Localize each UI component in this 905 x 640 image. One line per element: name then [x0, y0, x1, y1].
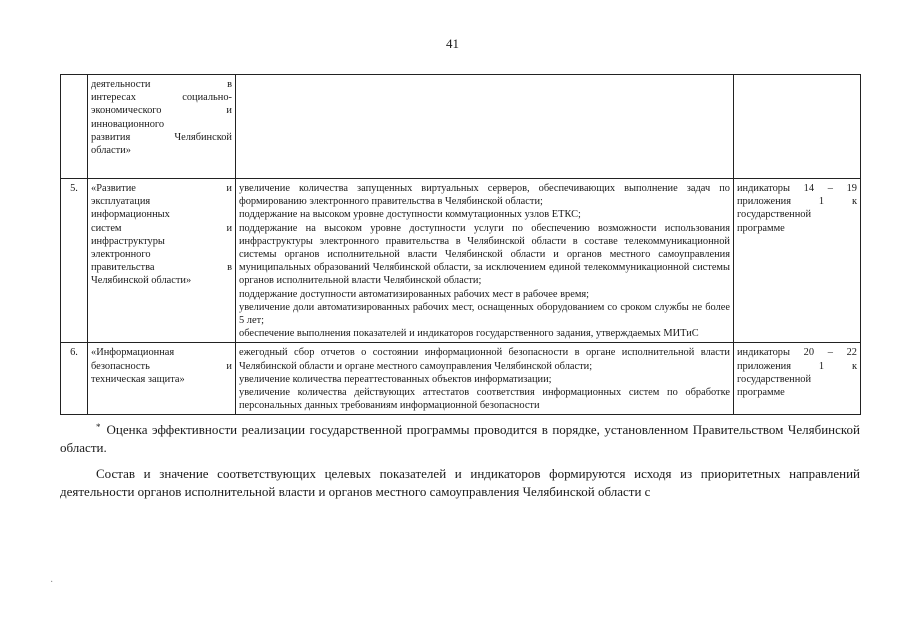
event-name-line: развития Челябинской	[91, 131, 232, 143]
indicators-cell	[734, 179, 861, 343]
footnote	[60, 421, 860, 457]
event-name-line: деятельности в	[91, 79, 232, 90]
indicator-line: индикаторы 14 – 19	[737, 183, 857, 194]
event-name-line: информационных	[91, 209, 170, 221]
page-number: 41	[446, 36, 459, 51]
activity-item: поддержание на высоком уровне доступности услуги по обеспечению возможности использования инфраструктуры электронного правительства в Челябинской области в составе телекоммуникационной системы органов исполнительной власти Челябинской области и органов местного самоуправления муниципальных образований Челябинской области, за исключением единой телекоммуникационной системы органов исполнительной власти Челябинской области;	[239, 222, 730, 287]
activity-item: поддержание на высоком уровне доступности коммутационных узлов ЕТКС;	[239, 209, 581, 221]
activity-item: увеличение количества запущенных виртуальных серверов, обеспечивающих выполнение задач по формированию электронного правительства в Челябинской области;	[239, 183, 730, 208]
event-name-line: техническая защита»	[91, 373, 185, 385]
event-name-line: безопасность и	[91, 360, 232, 372]
activity-item: увеличение количества действующих аттестатов соответствия информационных систем по обработке персональных данных требованиям информационной безопасности	[239, 387, 730, 412]
indicators-cell	[734, 75, 861, 179]
indicator-line: приложения 1 к	[737, 360, 857, 372]
event-name-cell	[88, 75, 236, 179]
footnote-marker: *	[96, 422, 101, 432]
event-name-line: правительства в	[91, 262, 232, 274]
event-name-line: систем и	[91, 222, 232, 234]
event-name-line: области»	[91, 145, 131, 157]
event-name-line: интересах социально-	[91, 92, 232, 104]
row-number	[61, 75, 88, 179]
event-name-line: электронного	[91, 249, 151, 261]
indicators-cell	[734, 343, 861, 415]
event-name-line: Челябинской области»	[91, 275, 192, 287]
activity-item: поддержание доступности автоматизированных рабочих мест в рабочее время;	[239, 288, 590, 300]
activity-item: ежегодный сбор отчетов о состоянии информационной безопасности в органе исполнительной власти Челябинской области и органе местного самоуправления Челябинской области;	[239, 347, 730, 372]
activities-cell	[236, 179, 734, 343]
indicator-line: государственной	[737, 373, 812, 385]
event-name-line: экономического и	[91, 105, 232, 117]
row-number: 5.	[61, 179, 88, 343]
event-name-line: «Развитие и	[91, 183, 232, 194]
activities-cell	[236, 343, 734, 415]
indicator-line: программе	[737, 222, 785, 234]
body-paragraph: Состав и значение соответствующих целевых показателей и индикаторов формируются исходя из приоритетных направлений деятельности органов исполнительной власти и органов местного самоуправления Челябинской области с	[60, 466, 860, 499]
event-name-line: «Информационная	[91, 347, 175, 359]
activity-item: обеспечение выполнения показателей и индикаторов государственного задания, утверждаемых МИТиС	[239, 328, 699, 340]
activity-item: увеличение доли автоматизированных рабочих мест, оснащенных оборудованием со сроком службы не более 5 лет;	[239, 301, 730, 327]
indicator-line: государственной	[737, 209, 812, 221]
table-row	[61, 343, 861, 415]
footnote-text: Оценка эффективности реализации государственной программы проводится в порядке, установленном Правительством Челябинской области.	[60, 422, 860, 455]
event-name-cell	[88, 343, 236, 415]
event-name-line: эксплуатация	[91, 196, 151, 208]
indicator-line: приложения 1 к	[737, 196, 857, 208]
event-name-line: инфраструктуры	[91, 235, 165, 247]
table-row	[61, 75, 861, 179]
event-name-cell	[88, 179, 236, 343]
program-events-table	[60, 74, 861, 415]
table-row	[61, 179, 861, 343]
indicator-line: программе	[737, 387, 785, 399]
row-number: 6.	[61, 343, 88, 415]
activity-item: увеличение количества переаттестованных объектов информатизации;	[239, 373, 552, 385]
scan-mark: ·	[50, 577, 54, 588]
event-name-line: инновационного	[91, 118, 165, 130]
indicator-line: индикаторы 20 – 22	[737, 347, 857, 359]
activities-cell	[236, 75, 734, 179]
